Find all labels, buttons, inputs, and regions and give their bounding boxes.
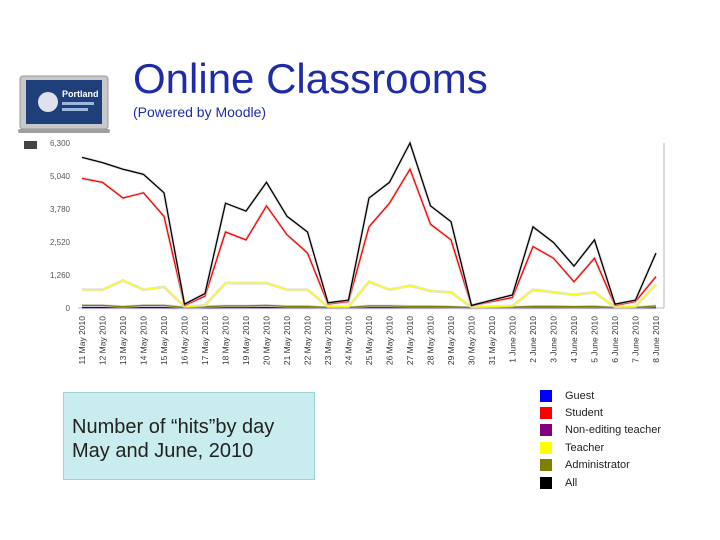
- x-tick-label: 31 May 2010: [487, 316, 497, 366]
- x-tick-label: 28 May 2010: [425, 316, 436, 366]
- portland-laptop-logo: [18, 75, 110, 133]
- legend-item: [540, 439, 661, 456]
- chart-legend: [540, 387, 661, 491]
- page-title: Online Classrooms: [133, 55, 488, 102]
- legend-label: Student: [565, 407, 603, 420]
- legend-swatch: [540, 407, 552, 419]
- y-tick-label: 2,520: [49, 238, 70, 247]
- series-line-teacher: [82, 281, 656, 308]
- axis-marker: [24, 141, 37, 149]
- x-tick-label: 27 May 2010: [405, 316, 415, 366]
- x-tick-label: 16 May 2010: [179, 316, 190, 366]
- x-tick-label: 23 May 2010: [323, 316, 333, 366]
- x-tick-label: 18 May 2010: [220, 316, 231, 366]
- legend-item: [540, 404, 661, 421]
- logo-text: Portland: [62, 89, 99, 99]
- x-tick-label: 22 May 2010: [302, 316, 313, 366]
- x-tick-label: 7 June 2010: [630, 316, 641, 363]
- x-tick-label: 19 May 2010: [241, 316, 251, 366]
- x-tick-label: 4 June 2010: [569, 316, 579, 363]
- x-tick-label: 30 May 2010: [466, 316, 477, 366]
- legend-label: Teacher: [565, 441, 605, 454]
- x-tick-label: 12 May 2010: [97, 316, 108, 366]
- chart-caption: [63, 392, 315, 480]
- x-tick-label: 3 June 2010: [548, 316, 559, 363]
- x-tick-label: 20 May 2010: [261, 316, 272, 366]
- x-tick-label: 5 June 2010: [589, 316, 600, 363]
- caption-line-1: Number of “hits”by day: [72, 416, 275, 438]
- legend-item: [540, 422, 661, 439]
- x-tick-label: 29 May 2010: [446, 316, 456, 366]
- x-tick-label: 24 May 2010: [343, 316, 354, 366]
- x-tick-label: 6 June 2010: [610, 316, 620, 363]
- x-tick-label: 17 May 2010: [200, 316, 210, 366]
- legend-item: [540, 387, 661, 404]
- legend-swatch: [540, 424, 552, 436]
- legend-swatch: [540, 442, 552, 454]
- x-tick-label: 21 May 2010: [282, 316, 292, 366]
- x-tick-label: 15 May 2010: [159, 316, 169, 366]
- legend-label: Guest: [565, 389, 595, 402]
- x-tick-label: 25 May 2010: [364, 316, 374, 366]
- x-tick-label: 2 June 2010: [528, 316, 538, 363]
- legend-swatch: [540, 459, 552, 471]
- legend-label: Administrator: [565, 459, 630, 472]
- x-tick-label: 11 May 2010: [77, 316, 87, 365]
- y-tick-label: 5,040: [49, 172, 70, 181]
- legend-label: All: [565, 476, 578, 489]
- legend-item: [540, 457, 661, 474]
- y-tick-label: 6,300: [49, 139, 70, 148]
- series-shadow: [82, 169, 656, 306]
- legend-swatch: [540, 390, 552, 402]
- legend-swatch: [540, 477, 552, 489]
- y-tick-label: 3,780: [49, 205, 70, 214]
- x-tick-label: 14 May 2010: [138, 316, 149, 366]
- x-tick-label: 1 June 2010: [507, 316, 518, 363]
- legend-item: [540, 474, 661, 491]
- y-tick-label: 1,260: [49, 271, 70, 280]
- page-subtitle: (Powered by Moodle): [133, 104, 267, 120]
- x-tick-label: 13 May 2010: [118, 316, 128, 366]
- x-tick-label: 26 May 2010: [384, 316, 395, 366]
- hits-line-chart: [0, 130, 720, 380]
- x-tick-label: 8 June 2010: [651, 316, 661, 363]
- legend-label: Non-editing teacher: [565, 424, 662, 437]
- y-tick-label: 0: [65, 304, 70, 313]
- caption-line-2: May and June, 2010: [72, 440, 254, 462]
